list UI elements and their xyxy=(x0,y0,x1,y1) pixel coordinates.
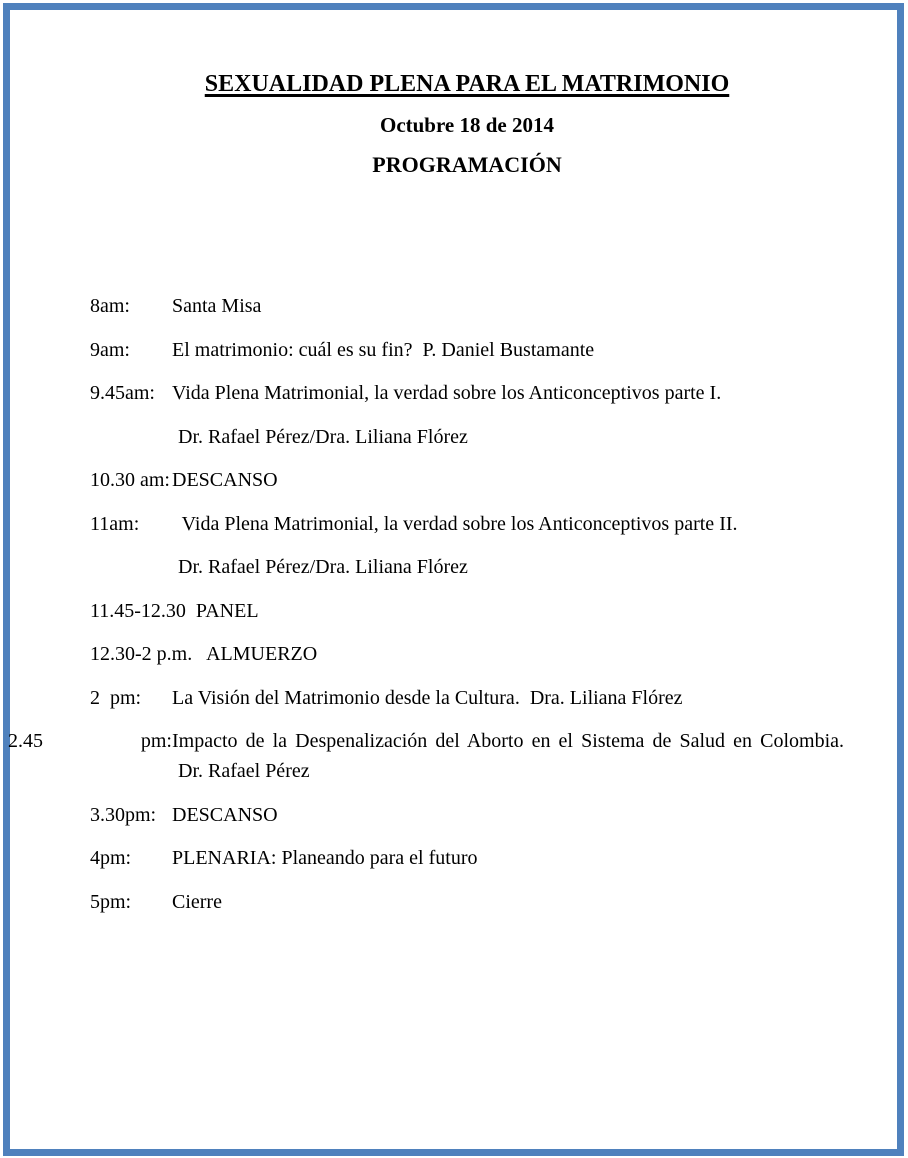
document-title xyxy=(90,69,844,99)
schedule-desc: El matrimonio: cuál es su fin? P. Daniel Bustamante xyxy=(172,338,595,361)
document-title-text: SEXUALIDAD PLENA PARA EL MATRIMONIO xyxy=(204,71,730,97)
schedule-time: 11.45-12.30 xyxy=(90,599,186,622)
schedule-desc: Cierre xyxy=(172,890,222,913)
schedule-desc: PANEL xyxy=(185,599,259,622)
schedule-time: 8am: xyxy=(90,295,130,317)
schedule-time: 9am: xyxy=(90,338,130,361)
schedule-desc: DESCANSO xyxy=(172,469,278,491)
schedule-row xyxy=(90,639,844,669)
schedule-speaker: Dr. Rafael Pérez xyxy=(178,760,310,782)
schedule-speaker: Dr. Rafael Pérez/Dra. Liliana Flórez xyxy=(178,556,468,578)
schedule-desc: PLENARIA: Planeando para el futuro xyxy=(172,847,478,869)
schedule-desc: Santa Misa xyxy=(172,295,262,317)
schedule-time: 3.30pm: xyxy=(90,803,157,826)
schedule-speaker: Dr. Rafael Pérez/Dra. Liliana Flórez xyxy=(178,425,468,448)
schedule-desc: DESCANSO xyxy=(172,803,278,826)
schedule-time: 4pm: xyxy=(90,847,132,869)
schedule-time: 2.45 pm: xyxy=(8,730,172,752)
schedule-list xyxy=(8,291,844,917)
schedule-desc: Vida Plena Matrimonial, la verdad sobre los Anticonceptivos parte I. xyxy=(172,382,722,404)
schedule-time: 10.30 am: xyxy=(90,469,170,491)
schedule-row xyxy=(8,726,844,756)
schedule-time: 9.45am: xyxy=(90,382,155,404)
schedule-time: 12.30-2 p.m. xyxy=(90,643,193,665)
schedule-row xyxy=(90,843,844,873)
title-body-gap xyxy=(90,180,844,291)
schedule-time: 2 pm: xyxy=(90,686,142,709)
schedule-row xyxy=(90,378,844,408)
schedule-desc: ALMUERZO xyxy=(192,643,318,665)
document-page xyxy=(10,10,897,917)
schedule-desc: Impacto de la Despenalización del Aborto en el Sistema de Salud en Colombia. xyxy=(172,730,844,752)
schedule-desc: La Visión del Matrimonio desde la Cultura. Dra. Liliana Flórez xyxy=(172,686,683,709)
schedule-time: 11am: xyxy=(90,512,140,535)
schedule-row xyxy=(90,800,844,830)
schedule-row xyxy=(90,509,844,539)
page-border xyxy=(3,3,904,1156)
schedule-row xyxy=(90,291,844,321)
document-date: Octubre 18 de 2014 xyxy=(379,113,555,137)
schedule-row xyxy=(90,335,844,365)
schedule-row xyxy=(90,465,844,495)
document-heading: PROGRAMACIÓN xyxy=(372,152,562,177)
schedule-time: 5pm: xyxy=(90,890,132,913)
schedule-desc: Vida Plena Matrimonial, la verdad sobre los Anticonceptivos parte II. xyxy=(172,512,738,535)
schedule-row xyxy=(90,887,844,917)
schedule-row xyxy=(90,596,844,626)
schedule-row xyxy=(90,683,844,713)
